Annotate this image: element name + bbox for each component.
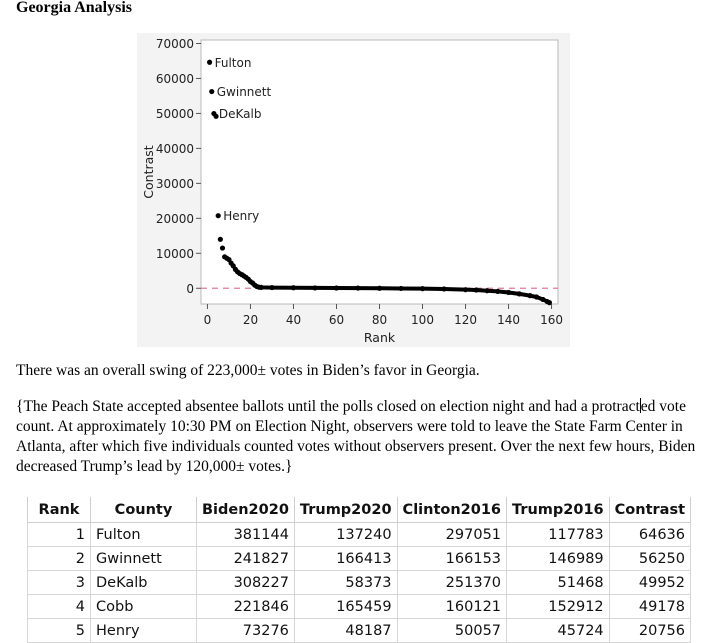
data-point-labeled (211, 111, 216, 116)
data-point (398, 286, 403, 291)
data-point-labeled (209, 89, 214, 94)
data-point (441, 286, 446, 291)
x-tick-label: 80 (371, 313, 388, 327)
table-row[interactable] (28, 619, 691, 643)
data-point (517, 291, 522, 296)
x-tick-label: 160 (540, 313, 564, 327)
data-point (291, 285, 296, 290)
cell-rank: 4 (28, 595, 91, 619)
cell-biden2020: 221846 (197, 595, 295, 619)
cell-biden2020: 73276 (197, 619, 295, 643)
cell-trump2016: 146989 (507, 547, 610, 571)
cell-rank: 1 (28, 523, 91, 547)
y-tick-label: 40000 (155, 141, 194, 156)
cell-trump2020: 137240 (294, 523, 397, 547)
data-point (484, 288, 489, 293)
cell-trump2016: 45724 (507, 619, 610, 643)
cell-clinton2016: 166153 (397, 547, 506, 571)
chart-panel (137, 33, 570, 347)
cell-county: Gwinnett (91, 547, 197, 571)
table-row[interactable] (28, 595, 691, 619)
cell-county: DeKalb (91, 571, 197, 595)
cell-county: Cobb (91, 595, 197, 619)
data-point (355, 285, 360, 290)
x-tick-label: 60 (328, 313, 345, 327)
cell-clinton2016: 50057 (397, 619, 506, 643)
cell-biden2020: 241827 (197, 547, 295, 571)
header-trump2020[interactable]: Trump2020 (294, 497, 397, 523)
data-point (259, 285, 264, 290)
cell-trump2016: 117783 (507, 523, 610, 547)
y-tick-label: 70000 (155, 36, 194, 51)
cell-clinton2016: 160121 (397, 595, 506, 619)
cell-biden2020: 381144 (197, 523, 295, 547)
y-tick-label: 50000 (155, 106, 194, 121)
cell-rank: 5 (28, 619, 91, 643)
x-tick-label: 40 (285, 313, 302, 327)
header-biden2020[interactable]: Biden2020 (197, 497, 295, 523)
data-point (218, 237, 223, 242)
data-point (506, 290, 511, 295)
data-point (420, 286, 425, 291)
point-label: Gwinnett (216, 85, 272, 100)
summary-paragraph: There was an overall swing of 223,000± votes in Biden’s favor in Georgia. (16, 362, 480, 379)
point-label: DeKalb (218, 107, 262, 122)
cell-contrast: 56250 (609, 547, 690, 571)
cell-trump2020: 165459 (294, 595, 397, 619)
x-tick-label: 0 (203, 313, 212, 327)
table-row[interactable] (28, 547, 691, 571)
data-point (547, 300, 552, 305)
cell-biden2020: 308227 (197, 571, 295, 595)
header-trump2016[interactable]: Trump2016 (507, 497, 610, 523)
cell-clinton2016: 251370 (397, 571, 506, 595)
plot-area (201, 40, 558, 304)
y-axis-label: Contrast (141, 145, 156, 199)
data-point (377, 286, 382, 291)
header-rank[interactable]: Rank (28, 497, 91, 523)
point-label: Fulton (214, 55, 252, 70)
scatter-chart (137, 33, 570, 347)
data-table-container (27, 497, 691, 643)
table-header-row (28, 497, 691, 523)
data-point (495, 289, 500, 294)
y-tick-label: 30000 (155, 176, 194, 191)
y-tick-label: 10000 (155, 246, 194, 261)
detail-paragraph-part1: {The Peach State accepted absentee ballots until the polls closed on election night and had a protract (16, 398, 640, 415)
data-point (534, 294, 539, 299)
data-point (269, 285, 274, 290)
cell-contrast: 64636 (609, 523, 690, 547)
cell-rank: 2 (28, 547, 91, 571)
y-tick-label: 0 (186, 281, 194, 296)
header-contrast[interactable]: Contrast (609, 497, 690, 523)
x-axis-label: Rank (363, 330, 396, 345)
county-data-table (27, 497, 691, 643)
data-point-labeled (216, 213, 221, 218)
cell-trump2020: 48187 (294, 619, 397, 643)
data-point (220, 245, 225, 250)
x-tick-label: 140 (497, 313, 520, 327)
point-label: Henry (223, 209, 260, 224)
header-county[interactable]: County (91, 497, 197, 523)
cell-trump2020: 166413 (294, 547, 397, 571)
detail-paragraph-part2: ed vote count. At approximately 10:30 PM on Election Night, observers were told to leave the State Farm Center in Atlanta, after which five individuals counted votes without observers present. Over the next few hours, Biden decreased Trump’s lead by 120,000± votes.} (16, 398, 696, 475)
x-tick-label: 120 (454, 313, 477, 327)
x-tick-label: 20 (242, 313, 259, 327)
cell-contrast: 49178 (609, 595, 690, 619)
table-row[interactable] (28, 571, 691, 595)
y-tick-label: 20000 (155, 211, 194, 226)
cell-trump2016: 51468 (507, 571, 610, 595)
data-point-labeled (207, 60, 212, 65)
cell-contrast: 49952 (609, 571, 690, 595)
cell-trump2016: 152912 (507, 595, 610, 619)
x-tick-label: 100 (411, 313, 434, 327)
table-row[interactable] (28, 523, 691, 547)
data-point (527, 293, 532, 298)
data-point (334, 285, 339, 290)
cell-rank: 3 (28, 571, 91, 595)
detail-paragraph (16, 397, 701, 477)
data-point (474, 287, 479, 292)
header-clinton2016[interactable]: Clinton2016 (397, 497, 506, 523)
y-tick-label: 60000 (155, 71, 194, 86)
cell-contrast: 20756 (609, 619, 690, 643)
cell-county: Henry (91, 619, 197, 643)
data-point (312, 285, 317, 290)
cell-county: Fulton (91, 523, 197, 547)
cell-clinton2016: 297051 (397, 523, 506, 547)
cell-trump2020: 58373 (294, 571, 397, 595)
data-point (463, 287, 468, 292)
page-title: Georgia Analysis (16, 0, 133, 16)
